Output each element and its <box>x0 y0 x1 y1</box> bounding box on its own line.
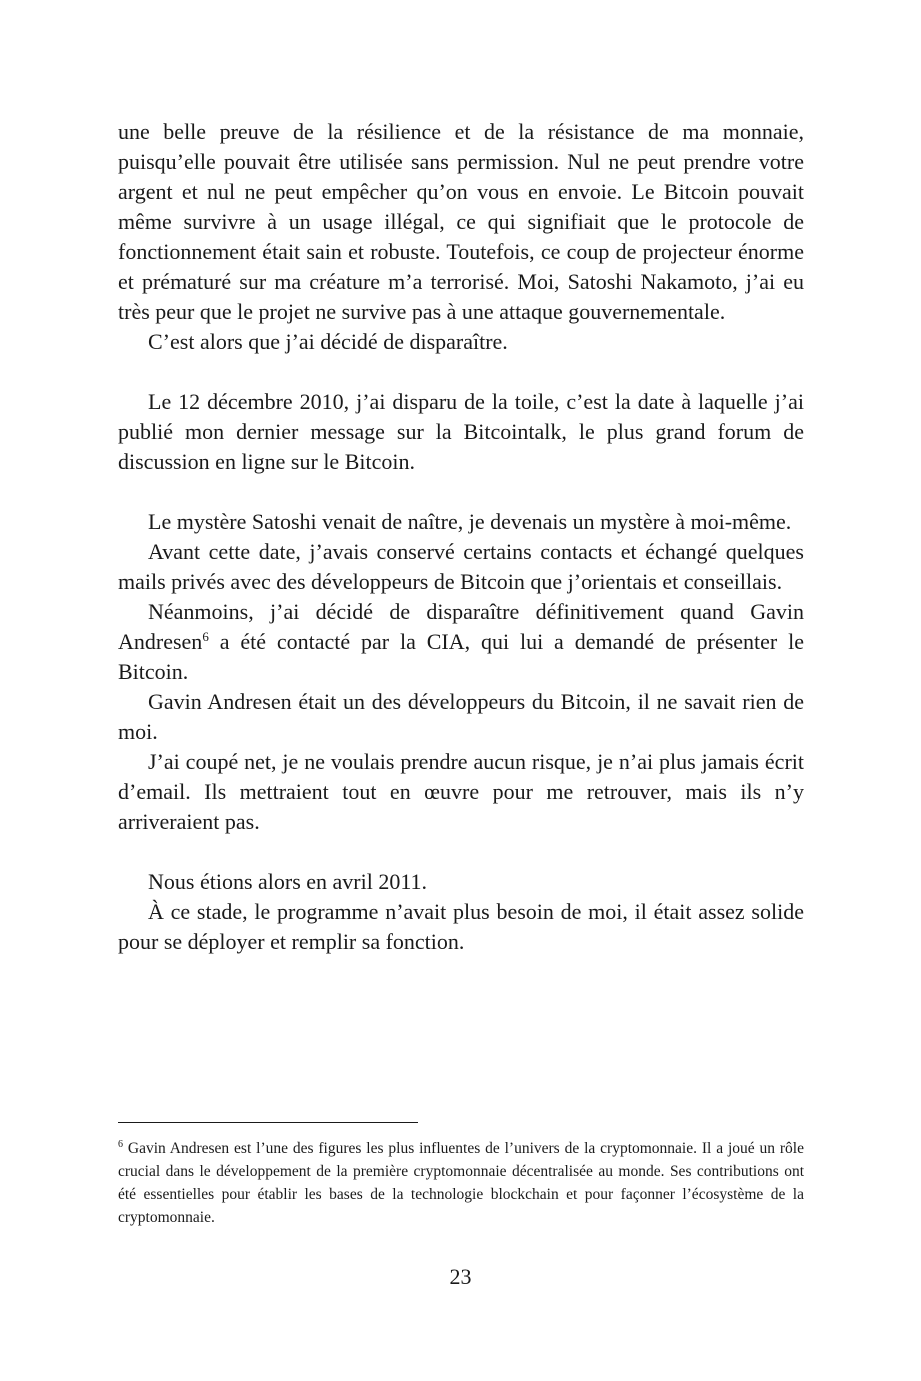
paragraph-contacts: Avant cette date, j’avais conservé certains contacts et échangé quelques mails privés avec des développeurs de Bitcoin que j’orientais et conseillais. <box>118 539 804 594</box>
footnote <box>118 1137 804 1229</box>
paragraph-disappear-decision: C’est alors que j’ai décidé de disparaître. <box>148 329 508 354</box>
paragraph-program-independent: À ce stade, le programme n’avait plus besoin de moi, il était assez solide pour se déployer et remplir sa fonction. <box>118 899 804 954</box>
paragraph-december-2010: Le 12 décembre 2010, j’ai disparu de la toile, c’est la date à laquelle j’ai publié mon dernier message sur la Bitcointalk, le plus grand forum de discussion en ligne sur le Bitcoin. <box>118 389 804 474</box>
paragraph-mystery: Le mystère Satoshi venait de naître, je devenais un mystère à moi-même. <box>148 509 792 534</box>
page-number: 23 <box>449 1264 472 1289</box>
footnote-marker: 6 <box>118 1139 123 1150</box>
footnote-divider <box>118 1122 418 1123</box>
paragraph-april-2011: Nous étions alors en avril 2011. <box>148 869 428 894</box>
paragraph-gavin-cia-end: a été contacté par la CIA, qui lui a demandé de présenter le Bitcoin. <box>118 629 804 684</box>
paragraph-resilience: une belle preuve de la résilience et de la résistance de ma monnaie, puisqu’elle pouvait être utilisée sans permission. Nul ne peut prendre votre argent et nul ne peut empêcher qu’on vous en envoie. Le Bitcoin pouvait même survivre à un usage illégal, ce qui signifiait que le protocole de fonctionnement était sain et robuste. Toutefois, ce coup de projecteur énorme et prématuré sur ma créature m’a terrorisé. Moi, Satoshi Nakamoto, j’ai eu très peur que le projet ne survive pas à une attaque gouvernementale. <box>118 119 804 324</box>
paragraph-gavin-cia-start: Néanmoins, j’ai décidé de disparaître définitivement quand Gavin Andresen <box>118 599 804 654</box>
paragraph-gavin-cia <box>118 597 804 687</box>
body-text <box>118 117 804 957</box>
footnote-text: Gavin Andresen est l’une des figures les plus influentes de l’univers de la cryptomonnaie. Il a joué un rôle crucial dans le développement de la première cryptomonnaie décentralisée au monde. Ses contributions ont été essentielles pour établir les bases de la technologie blockchain et pour façonner l’écosystème de la cryptomonnaie. <box>118 1140 804 1226</box>
paragraph-cut-contact: J’ai coupé net, je ne voulais prendre aucun risque, je n’ai plus jamais écrit d’email. Ils mettraient tout en œuvre pour me retrouver, mais ils n’y arriveraient pas. <box>118 749 804 834</box>
paragraph-gavin-developer: Gavin Andresen était un des développeurs du Bitcoin, il ne savait rien de moi. <box>118 689 804 744</box>
footnote-reference[interactable]: 6 <box>202 629 209 644</box>
